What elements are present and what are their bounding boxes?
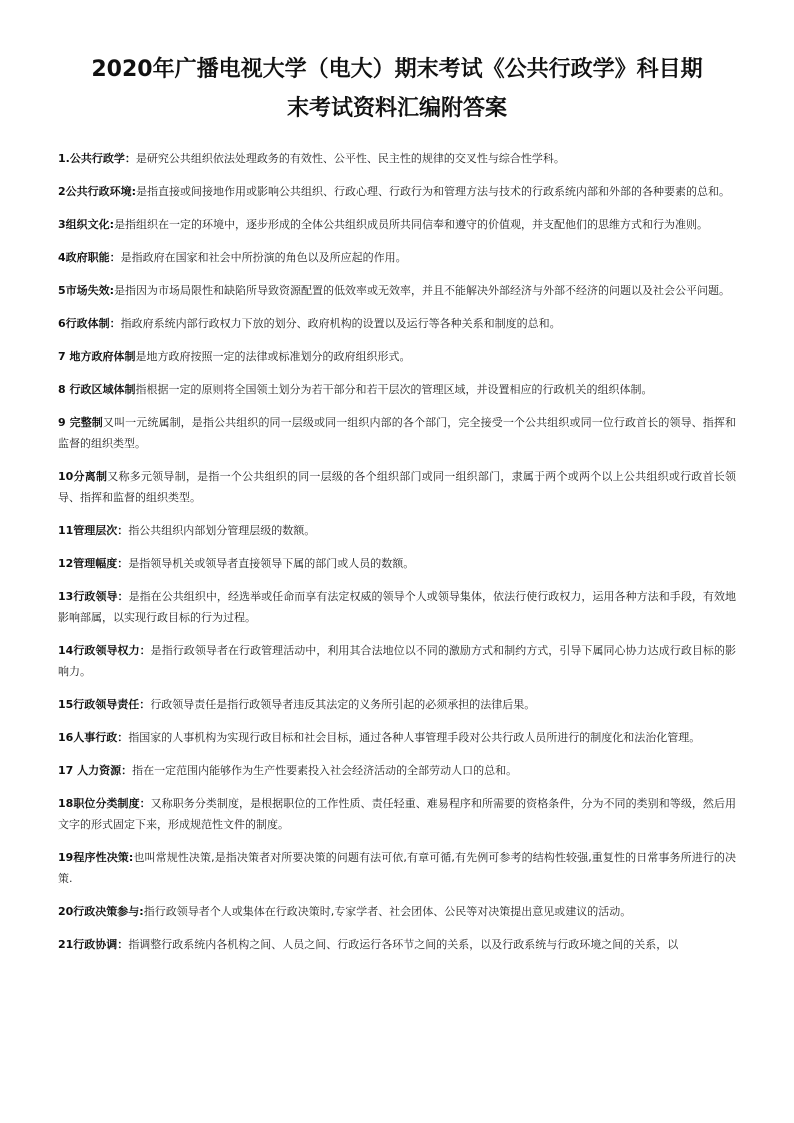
definition-entry [58,520,736,541]
entry-definition: 是研究公共组织依法处理政务的有效性、公平性、民主性的规律的交叉性与综合性学科。 [135,152,565,165]
entry-definition: 指国家的人事机构为实现行政目标和社会目标，通过各种人事管理手段对公共行政人员所进行的制度化和法治化管理。 [128,731,701,744]
entry-term: 1.公共行政学： [58,152,136,165]
entry-definition: 又称职务分类制度，是根据职位的工作性质、责任轻重、难易程序和所需要的资格条件，分为不同的类别和等级，然后用文字的形式固定下来，形成规范性文件的制度。 [58,797,736,831]
definition-entry [58,412,736,454]
entry-definition: 是指行政领导者在行政管理活动中，利用其合法地位以不同的激励方式和制约方式，引导下属同心协力达成行政目标的影响力。 [58,644,736,678]
definition-entry [58,148,736,169]
entry-definition: 是指因为市场局限性和缺陷所导致资源配置的低效率或无效率，并且不能解决外部经济与外部不经济的问题以及社会公平问题。 [114,284,731,297]
definition-entry [58,553,736,574]
definition-entry [58,694,736,715]
entry-definition: 是指组织在一定的环境中，逐步形成的全体公共组织成员所共同信奉和遵守的价值观，并支配他们的思维方式和行为准则。 [114,218,709,231]
entry-term: 17 人力资源： [58,764,133,777]
entry-definition: 指行政领导者个人或集体在行政决策时,专家学者、社会团体、公民等对决策提出意见或建议的活动。 [143,905,632,918]
entry-term: 10分离制 [58,470,108,483]
entry-definition: 指在一定范围内能够作为生产性要素投入社会经济活动的全部劳动人口的总和。 [132,764,518,777]
definition-entry [58,586,736,628]
entry-term: 18职位分类制度： [58,797,151,810]
definition-list [58,148,736,955]
entry-term: 13行政领导： [58,590,129,603]
definition-entry [58,313,736,334]
entry-definition: 指政府系统内部行政权力下放的划分、政府机构的设置以及运行等各种关系和制度的总和。 [120,317,561,330]
entry-term: 11管理层次： [58,524,129,537]
entry-term: 20行政决策参与: [58,905,144,918]
entry-definition: 也叫常规性决策,是指决策者对所要决策的问题有法可依,有章可循,有先例可参考的结构性较强,重复性的日常事务所进行的决策. [58,851,736,885]
entry-definition: 是指在公共组织中，经选举或任命而享有法定权威的领导个人或领导集体，依法行使行政权力，运用各种方法和手段，有效地影响部属，以实现行政目标的行为过程。 [58,590,736,624]
entry-term: 16人事行政： [58,731,129,744]
entry-definition: 又叫一元统属制，是指公共组织的同一层级或同一组织内部的各个部门，完全接受一个公共组织或同一位行政首长的领导、指挥和监督的组织类型。 [58,416,736,450]
definition-entry [58,280,736,301]
entry-definition: 行政领导责任是指行政领导者违反其法定的义务所引起的必须承担的法律后果。 [150,698,536,711]
title-line-1: 2020年广播电视大学（电大）期末考试《公共行政学》科目期 [91,57,703,82]
entry-term: 21行政协调： [58,938,129,951]
definition-entry [58,760,736,781]
entry-definition: 指根据一定的原则将全国领土划分为若干部分和若干层次的管理区域，并设置相应的行政机关的组织体制。 [135,383,653,396]
entry-definition: 指公共组织内部划分管理层级的数额。 [128,524,316,537]
title-line-2: 末考试资料汇编附答案 [286,96,507,121]
entry-term: 2公共行政环境: [58,185,137,198]
entry-term: 4政府职能： [58,251,121,264]
entry-term: 15行政领导责任： [58,698,151,711]
entry-term: 8 行政区域体制 [58,383,136,396]
definition-entry [58,181,736,202]
definition-entry [58,793,736,835]
entry-definition: 指调整行政系统内各机构之间、人员之间、行政运行各环节之间的关系，以及行政系统与行政环境之间的关系，以 [128,938,679,951]
entry-definition: 是指领导机关或领导者直接领导下属的部门或人员的数额。 [128,557,415,570]
entry-definition: 是地方政府按照一定的法律或标准划分的政府组织形式。 [135,350,411,363]
entry-term: 14行政领导权力： [58,644,151,657]
definition-entry [58,847,736,889]
document-title [58,50,736,128]
definition-entry [58,901,736,922]
definition-entry [58,466,736,508]
entry-definition: 又称多元领导制，是指一个公共组织的同一层级的各个组织部门或同一组织部门，隶属于两个或两个以上公共组织或行政首长领导、指挥和监督的组织类型。 [58,470,737,504]
entry-term: 9 完整制 [58,416,103,429]
entry-term: 3组织文化: [58,218,115,231]
definition-entry [58,379,736,400]
entry-term: 12管理幅度： [58,557,129,570]
entry-term: 6行政体制： [58,317,121,330]
definition-entry [58,727,736,748]
entry-term: 5市场失效: [58,284,115,297]
entry-term: 7 地方政府体制 [58,350,136,363]
entry-definition: 是指直接或间接地作用或影响公共组织、行政心理、行政行为和管理方法与技术的行政系统内部和外部的各种要素的总和。 [136,185,731,198]
definition-entry [58,934,736,955]
definition-entry [58,214,736,235]
entry-definition: 是指政府在国家和社会中所扮演的角色以及所应起的作用。 [120,251,407,264]
entry-term: 19程序性决策: [58,851,134,864]
definition-entry [58,247,736,268]
definition-entry [58,346,736,367]
definition-entry [58,640,736,682]
